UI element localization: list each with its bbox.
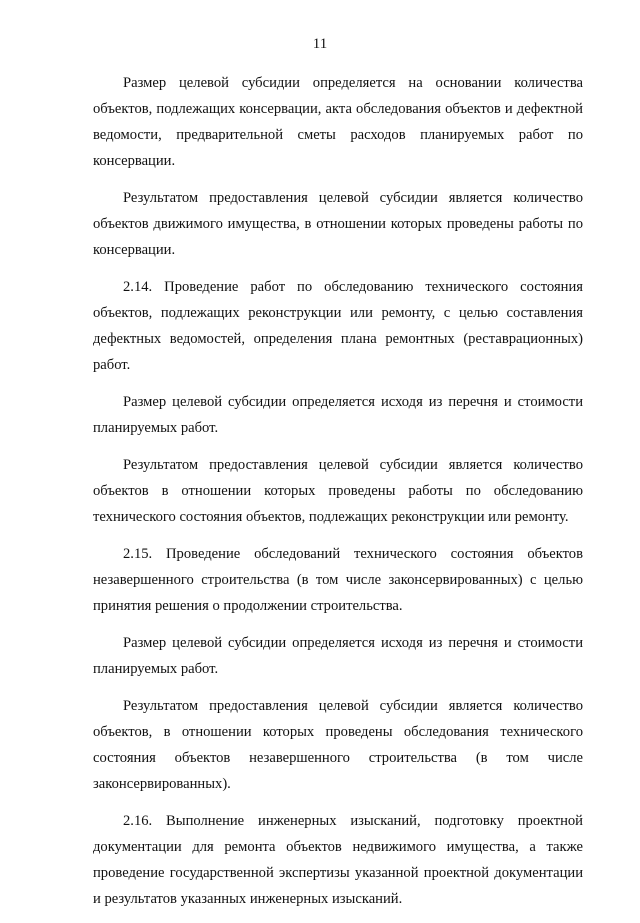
paragraph-result-conservation: Результатом предоставления целевой субсидии является количество объектов движимого имущества, в отношении которых проведены работы по консервации. bbox=[93, 190, 583, 258]
paragraph-subsidy-size-conservation: Размер целевой субсидии определяется на основании количества объектов, подлежащих консервации, акта обследования объектов и дефектной ведомости, предварительной сметы расходов планируемых работ по консервации. bbox=[93, 75, 583, 169]
page-number: 11 bbox=[312, 36, 328, 52]
paragraph-result-2-15: Результатом предоставления целевой субсидии является количество объектов, в отношении которых проведены обследования технического состояния объектов незавершенного строительства (в том числе законсервированных). bbox=[93, 698, 583, 792]
paragraph-subsidy-size-2-14: Размер целевой субсидии определяется исходя из перечня и стоимости планируемых работ. bbox=[93, 394, 583, 436]
paragraph-item-2-15: 2.15. Проведение обследований технического состояния объектов незавершенного строительства (в том числе законсервированных) с целью принятия решения о продолжении строительства. bbox=[93, 546, 583, 614]
paragraph-item-2-14: 2.14. Проведение работ по обследованию технического состояния объектов, подлежащих реконструкции или ремонту, с целью составления дефектных ведомостей, определения плана ремонтных (реставрационных) работ. bbox=[93, 279, 583, 373]
paragraph-subsidy-size-2-15: Размер целевой субсидии определяется исходя из перечня и стоимости планируемых работ. bbox=[93, 635, 583, 677]
paragraph-result-2-14: Результатом предоставления целевой субсидии является количество объектов в отношении которых проведены работы по обследованию технического состояния объектов, подлежащих реконструкции или ремонту. bbox=[93, 457, 583, 525]
paragraph-item-2-16: 2.16. Выполнение инженерных изысканий, подготовку проектной документации для ремонта объектов недвижимого имущества, а также проведение государственной экспертизы указанной проектной документации и результатов указанных инженерных изысканий. bbox=[93, 813, 583, 907]
document-body bbox=[93, 70, 583, 923]
